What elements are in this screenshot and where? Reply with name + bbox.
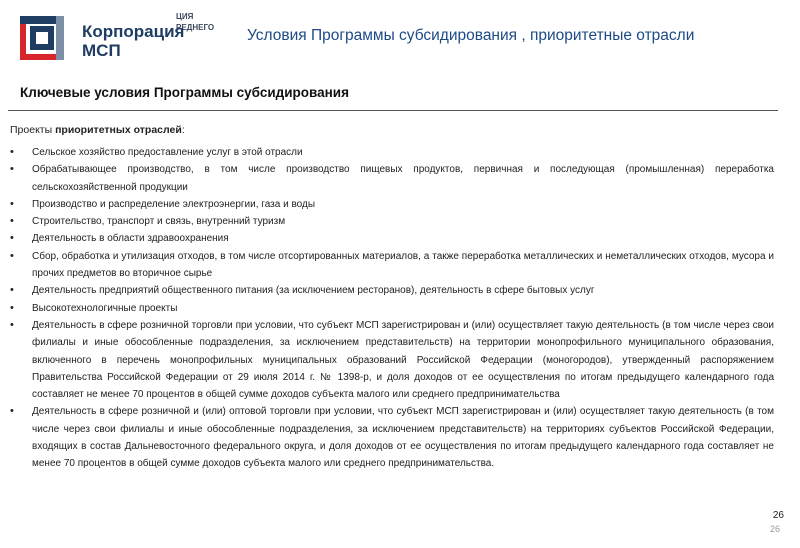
list-item: • Строительство, транспорт и связь, внутренний туризм xyxy=(26,213,774,230)
list-item: • Деятельность в сфере розничной торговли при условии, что субъект МСП зарегистрирован и (или) осуществляет такую деятельность (в том числе через свои филиалы и иные обособленные подразделения, за исключением представительств) на территории монопрофильного муниципального образования, включенного в перечень монопрофильных муниципальных образований Российской Федерации (моногородов), утвержденный распоряжением Правительства Российской Федерации от 29 июля 2014 г. № 1398-р, и доля доходов от ее осуществления по итогам предыдущего календарного года составляет не менее 70 процентов в общей сумме доходов субъекта малого или среднего предпринимательства xyxy=(26,317,774,403)
intro-suffix: : xyxy=(181,124,185,136)
logo-text xyxy=(82,22,184,60)
corporation-msp-logo-icon xyxy=(20,16,64,60)
intro-prefix: Проекты xyxy=(10,124,56,136)
list-item: • Деятельность предприятий общественного питания (за исключением ресторанов), деятельность в сфере бытовых услуг xyxy=(26,282,774,299)
logo-area xyxy=(0,0,226,62)
priority-sectors-list xyxy=(26,144,774,473)
list-item: • Сельское хозяйство предоставление услуг в этой отрасли xyxy=(26,144,774,161)
page-number: 26 xyxy=(772,510,784,521)
footer-page-number: 26 xyxy=(769,524,780,534)
list-item: • Производство и распределение электроэнергии, газа и воды xyxy=(26,196,774,213)
page-header-title: Условия Программы субсидирования , приоритетные отрасли xyxy=(247,27,695,44)
section-divider xyxy=(8,110,778,111)
list-item: • Сбор, обработка и утилизация отходов, в том числе отсортированных материалов, а также переработка металлических и неметаллических отходов, мусора и прочих предметов во вторичное сырье xyxy=(26,248,774,283)
list-item: • Деятельность в области здравоохранения xyxy=(26,230,774,247)
intro-bold: приоритетных отраслей xyxy=(55,124,182,136)
logo-background-text: ЦИЯ РЕДНЕГО xyxy=(176,12,215,32)
logo-text-line-1: Корпорация xyxy=(82,22,185,41)
section-title: Ключевые условия Программы субсидирования xyxy=(20,85,349,100)
logo-text-line-2: МСП xyxy=(82,41,121,60)
list-item: • Деятельность в сфере розничной и (или) оптовой торговли при условии, что субъект МСП зарегистрирован и (или) осуществляет такую деятельность (в том числе через свои филиалы и иные обособленные подразделения, за исключением представительств) на территориях субъектов Российской Федерации, входящих в состав Дальневосточного федерального округа, и доля доходов от ее осуществления по итогам предыдущего календарного года составляет не менее 70 процентов в общей сумме доходов субъекта малого или среднего предпринимательства. xyxy=(26,403,774,472)
intro-text xyxy=(10,124,185,136)
list-item: • Высокотехнологичные проекты xyxy=(26,300,774,317)
list-item: • Обрабатывающее производство, в том числе производство пищевых продуктов, первичная и последующая (промышленная) переработка сельскохозяйственной продукции xyxy=(26,161,774,196)
